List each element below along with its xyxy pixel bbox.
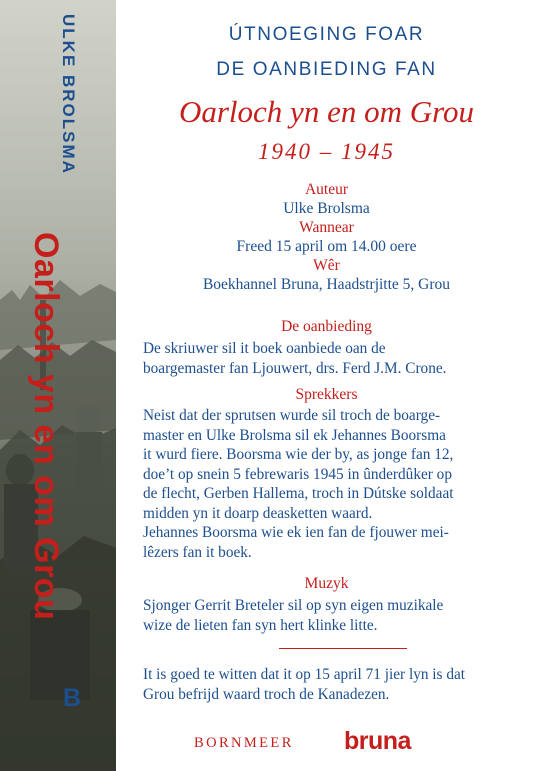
text-line: De skriuwer sil it boek oanbiede oan de: [143, 340, 386, 357]
where-label: Wêr: [313, 257, 340, 274]
text-line: It is goed te witten dat it op 15 april 71 jier lyn is dat: [143, 666, 466, 683]
presentation-text: [143, 339, 523, 378]
text-line: de flecht, Gerben Hallema, troch in Dútske soldaat: [143, 485, 454, 502]
text-line: it wurd fiere. Boorsma wie der by, as jonge fan 12,: [143, 446, 454, 463]
text-line: Jehannes Boorsma wie ek ien fan de fjouwer mei-: [143, 524, 449, 541]
text-line: Neist dat der sprutsen wurde sil troch de boarge-: [143, 407, 441, 424]
music-heading: Muzyk: [304, 575, 349, 592]
music-text: [143, 596, 523, 635]
book-years: 1940 – 1945: [258, 139, 395, 164]
book-title: Oarloch yn en om Grou: [178, 94, 475, 129]
text-line: wize de lieten fan syn hert klinke litte.: [143, 616, 378, 634]
text-line: lêzers fan it boek.: [143, 543, 252, 561]
spine-author: ULKE BROLSMA: [59, 14, 78, 175]
publisher-mark: B: [63, 684, 82, 712]
when-value: Freed 15 april om 14.00 oere: [236, 238, 417, 255]
author-label: Auteur: [304, 181, 349, 198]
bornmeer-logo: BORNMEER: [194, 735, 294, 751]
invitation-panel: [116, 0, 537, 771]
text-line: doe’t op snein 5 febrewaris 1945 in ûnderdûker op: [143, 465, 452, 483]
text-line: Grou befrijd waard troch de Kanadezen.: [143, 685, 390, 703]
speakers-heading: Sprekkers: [295, 386, 358, 403]
text-line: master en Ulke Brolsma sil ek Jehannes Boorsma: [143, 426, 446, 444]
where-value: Boekhannel Bruna, Haadstrjitte 5, Grou: [202, 276, 451, 293]
book-spine: [0, 0, 116, 771]
speakers-text: [143, 406, 523, 562]
liberation-note: [143, 665, 523, 704]
presentation-heading: De oanbieding: [281, 318, 372, 335]
spine-title: Oarloch yn en om Grou: [27, 232, 65, 621]
event-details: [116, 180, 537, 294]
text-line: boargemaster fan Ljouwert, drs. Ferd J.M. Crone.: [143, 359, 447, 377]
text-line: Sjonger Gerrit Breteler sil op syn eigen muzikale: [143, 597, 444, 614]
header-line-1: ÚTNOEGING FOAR: [228, 24, 425, 45]
text-line: midden yn it doarp deasketten waard.: [143, 504, 373, 522]
bruna-logo: bruna: [344, 727, 411, 755]
divider-line: [279, 648, 407, 649]
author-value: Ulke Brolsma: [283, 200, 370, 217]
when-label: Wannear: [299, 219, 354, 236]
header-line-2: DE OANBIEDING FAN: [216, 59, 437, 80]
